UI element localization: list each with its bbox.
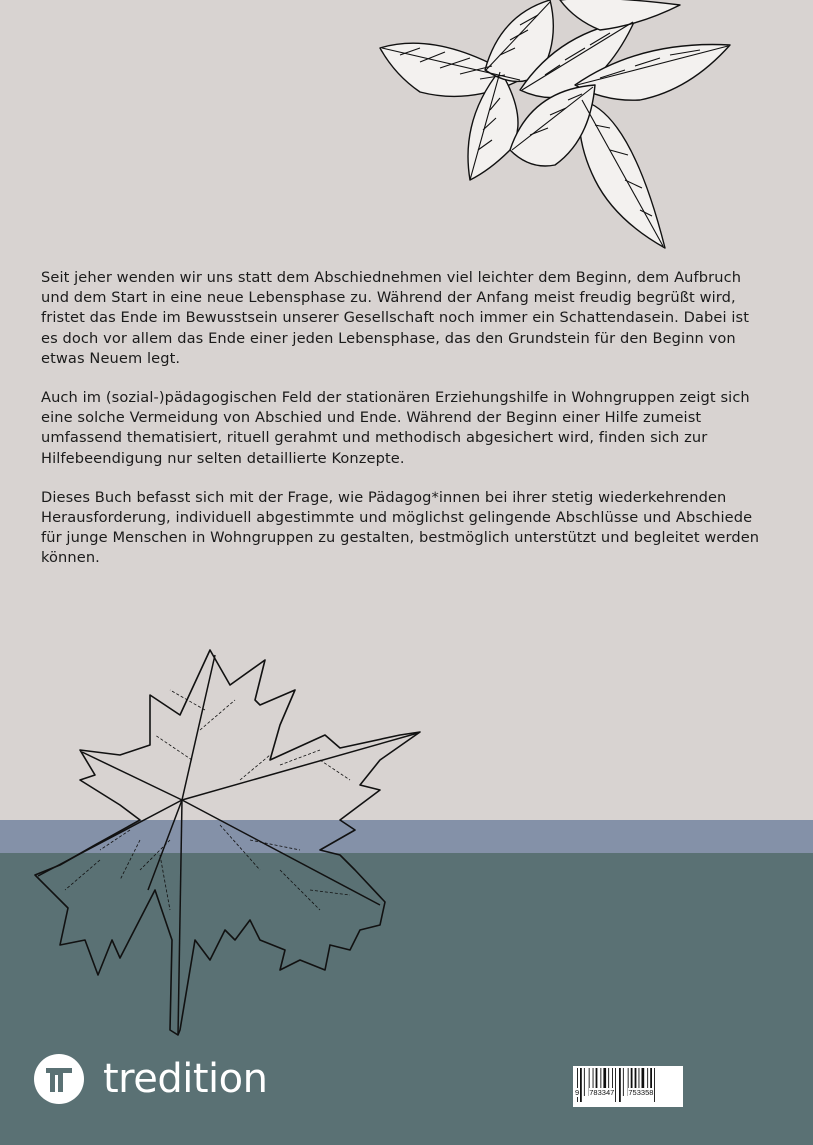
publisher-name: tredition [103, 1056, 268, 1102]
isbn-barcode [573, 1066, 683, 1107]
barcode-digits [575, 1088, 653, 1097]
back-cover-blurb [41, 268, 761, 588]
barcode-bar [654, 1068, 655, 1102]
blurb-paragraph: Dieses Buch befasst sich mit der Frage, wie Pädagog*innen bei ihrer stetig wiederkehrenden Herausforderung, individuell abgestimmte und möglichst gelingende Abschlüsse und Abschiede für junge Menschen in Wohngruppen zu gestalten, bestmöglich unterstützt und begleitet werden können. [41, 488, 760, 567]
blurb-paragraph: Auch im (sozial-)pädagogischen Feld der stationären Erziehungshilfe in Wohngruppen zeigt sich eine solche Vermeidung von Abschied und Ende. Während der Beginn einer Hilfe zumeist umfassend thematisiert, rituell gerahmt und methodisch abgesichert wird, finden sich zur Hilfebeendigung nur selten detaillierte Konzepte. [41, 389, 750, 467]
barcode-digit-lead: 9 [575, 1088, 580, 1097]
barcode-digits-left: 783347 [589, 1088, 615, 1097]
tredition-logo-icon [34, 1054, 84, 1104]
blurb-paragraph: Seit jeher wenden wir uns statt dem Abschiednehmen viel leichter dem Beginn, dem Aufbruch und dem Start in eine neue Lebensphase zu. Während der Anfang meist freudig begrüßt wird, fristet das Ende im Bewusstsein unserer Gesellschaft noch immer ein Schattendasein. Dabei ist es doch vor allem das Ende einer jeden Lebensphase, das den Grundstein für den Beginn von etwas Neuem legt. [41, 269, 750, 367]
maple-leaf-icon [20, 640, 440, 1040]
publisher-logo [34, 1053, 267, 1105]
elm-leaves-icon [0, 0, 813, 260]
barcode-bars [573, 1066, 683, 1107]
barcode-digits-right: 753358 [628, 1088, 654, 1097]
